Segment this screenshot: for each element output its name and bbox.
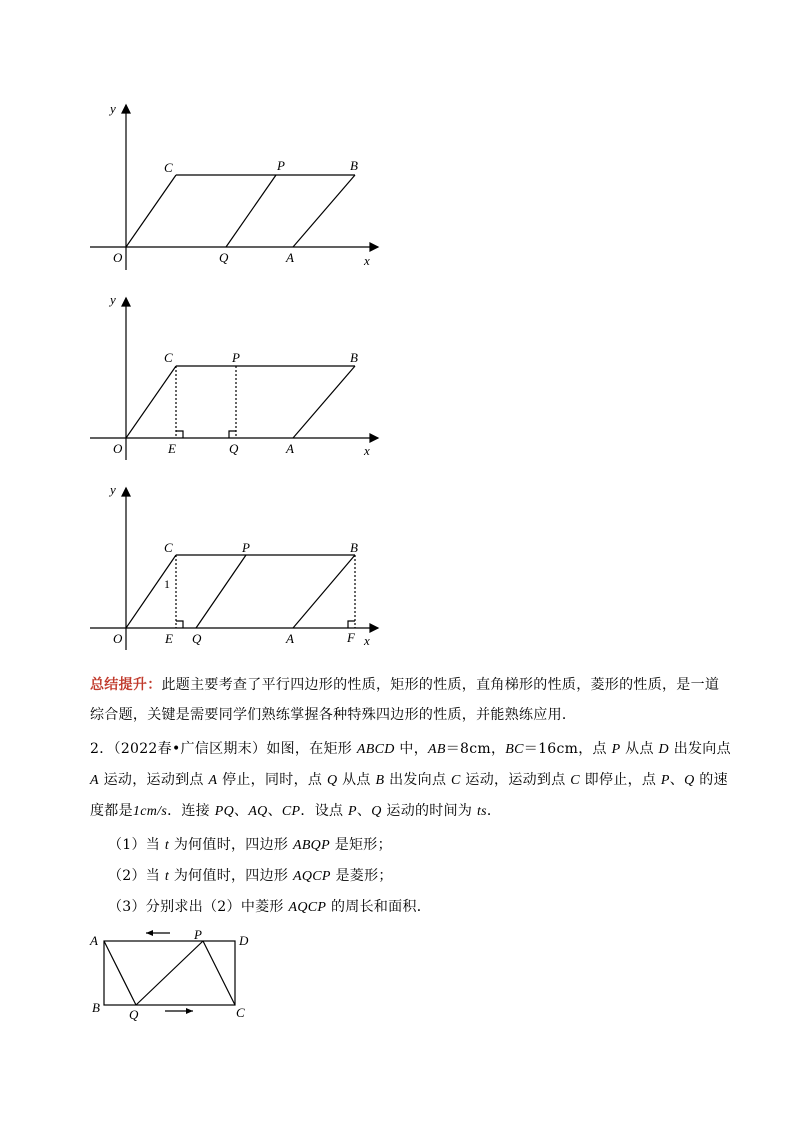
math-AQCP: AQCP bbox=[292, 869, 331, 884]
math-AQ: AQ bbox=[248, 804, 268, 819]
label-C: C bbox=[164, 540, 173, 555]
label-O: O bbox=[113, 250, 123, 265]
math-t: t bbox=[164, 838, 170, 853]
text: 为何值时，四边形 bbox=[169, 837, 293, 853]
label-x: x bbox=[364, 443, 370, 458]
segment-PQ bbox=[196, 555, 246, 628]
bc-value: ＝16cm bbox=[523, 741, 579, 757]
segment-QP bbox=[136, 941, 203, 1005]
figure-rectangle bbox=[0, 925, 300, 1025]
text: 从点 bbox=[620, 741, 659, 757]
sub-question-1 bbox=[108, 830, 392, 861]
sub-question-3 bbox=[108, 892, 431, 923]
math-Q: Q bbox=[371, 804, 382, 819]
text: 从点 bbox=[337, 772, 376, 788]
math-Q: Q bbox=[684, 773, 695, 788]
problem-2-stem bbox=[90, 734, 740, 827]
text: ．设点 bbox=[300, 803, 349, 819]
label-Q: Q bbox=[192, 631, 202, 646]
math-CP: CP bbox=[281, 804, 301, 819]
label-y: y bbox=[110, 482, 116, 497]
label-y: y bbox=[110, 292, 116, 307]
math-PQ: PQ bbox=[214, 804, 234, 819]
arrow-right-icon bbox=[186, 1008, 193, 1014]
text: 、 bbox=[669, 772, 685, 788]
label-O: O bbox=[113, 631, 123, 646]
label-A: A bbox=[286, 631, 294, 646]
label-A: A bbox=[286, 250, 294, 265]
text: （1）当 bbox=[108, 837, 165, 853]
text: 、 bbox=[267, 803, 282, 819]
ab-value: ＝8cm bbox=[445, 741, 491, 757]
segment-BA bbox=[293, 366, 355, 438]
math-Q: Q bbox=[326, 773, 338, 788]
math-A: A bbox=[208, 773, 218, 788]
x-axis-arrow bbox=[370, 434, 378, 442]
figure-parallelogram-2 bbox=[0, 288, 420, 468]
segment-OC bbox=[126, 175, 176, 247]
label-B: B bbox=[350, 158, 358, 173]
label-P: P bbox=[277, 158, 285, 173]
figure-4-svg bbox=[0, 925, 300, 1025]
text: 运动， bbox=[98, 772, 147, 788]
y-axis-arrow bbox=[122, 488, 130, 496]
label-Q: Q bbox=[219, 250, 229, 265]
label-A: A bbox=[286, 441, 294, 456]
segment-AQ bbox=[104, 941, 136, 1005]
label-F: F bbox=[347, 630, 355, 645]
math-C: C bbox=[570, 773, 580, 788]
x-axis-arrow bbox=[370, 243, 378, 251]
text: 出发向点 bbox=[384, 772, 452, 788]
label-A: A bbox=[90, 933, 98, 948]
figure-1-svg bbox=[0, 95, 420, 275]
label-E: E bbox=[165, 631, 173, 646]
text: 、 bbox=[356, 803, 372, 819]
math-ABQP: ABQP bbox=[292, 838, 330, 853]
text: 出发向点 bbox=[668, 741, 731, 757]
text: 运动，运动到点 bbox=[460, 772, 571, 788]
figure-2-svg bbox=[0, 288, 420, 468]
text: 是矩形； bbox=[329, 837, 392, 853]
text: （3）分别求出（2）中菱形 bbox=[108, 899, 289, 915]
math-AQCP: AQCP bbox=[288, 900, 327, 915]
text: ．连接 bbox=[167, 803, 215, 819]
label-P: P bbox=[194, 927, 202, 942]
text: 如图，在矩形 bbox=[266, 741, 357, 757]
text: ，点 bbox=[578, 741, 612, 757]
math-P: P bbox=[348, 804, 357, 819]
math-BC: BC bbox=[505, 742, 524, 757]
label-B: B bbox=[92, 1000, 100, 1015]
y-axis-arrow bbox=[122, 298, 130, 306]
label-C: C bbox=[164, 160, 173, 175]
math-C: C bbox=[451, 773, 461, 788]
text: ． bbox=[486, 803, 502, 819]
figure-parallelogram-1 bbox=[0, 95, 420, 275]
math-ABCD: ABCD bbox=[356, 742, 395, 757]
label-D: D bbox=[239, 933, 249, 948]
math-P: P bbox=[660, 773, 670, 788]
label-B: B bbox=[350, 350, 358, 365]
segment-PQ bbox=[226, 175, 276, 247]
segment-OC bbox=[126, 366, 176, 438]
text: 为何值时，四边形 bbox=[169, 868, 293, 884]
label-angle-1: 1 bbox=[164, 577, 170, 591]
label-C: C bbox=[164, 350, 173, 365]
label-P: P bbox=[242, 540, 250, 555]
math-ts: ts bbox=[476, 804, 487, 819]
right-angle-Q bbox=[229, 431, 236, 438]
right-angle-F bbox=[348, 621, 355, 628]
text: 停止，同时，点 bbox=[217, 772, 327, 788]
text: 运动到点 bbox=[146, 772, 209, 788]
label-O: O bbox=[113, 441, 123, 456]
label-y: y bbox=[110, 101, 116, 116]
text: ， bbox=[490, 741, 506, 757]
math-A: A bbox=[90, 773, 99, 788]
label-x: x bbox=[364, 253, 370, 268]
speed-value: 1cm/s bbox=[132, 804, 168, 819]
segment-BA bbox=[293, 175, 355, 247]
label-E: E bbox=[168, 441, 176, 456]
text: （2）当 bbox=[108, 868, 165, 884]
text: 的周长和面积． bbox=[326, 899, 432, 915]
arrow-left-icon bbox=[146, 930, 153, 936]
text: 中， bbox=[394, 741, 428, 757]
right-angle-E bbox=[176, 621, 183, 628]
math-B: B bbox=[375, 773, 385, 788]
label-P: P bbox=[232, 350, 240, 365]
label-Q: Q bbox=[129, 1007, 139, 1022]
x-axis-arrow bbox=[370, 624, 378, 632]
label-x: x bbox=[364, 633, 370, 648]
math-P: P bbox=[611, 742, 621, 757]
label-C: C bbox=[236, 1005, 245, 1020]
y-axis-arrow bbox=[122, 105, 130, 113]
math-D: D bbox=[658, 742, 669, 757]
text: 是菱形； bbox=[330, 868, 393, 884]
text: 的速度都是 bbox=[90, 772, 728, 819]
summary-title: 总结提升： bbox=[90, 677, 162, 693]
sub-question-2 bbox=[108, 861, 393, 892]
figure-parallelogram-3 bbox=[0, 478, 420, 658]
figure-3-svg bbox=[0, 478, 420, 658]
label-Q: Q bbox=[229, 441, 239, 456]
problem-number: 2． bbox=[90, 741, 114, 757]
text: 、 bbox=[234, 803, 249, 819]
segment-BA bbox=[293, 555, 355, 628]
segment-PC bbox=[203, 941, 235, 1005]
label-B: B bbox=[350, 540, 358, 555]
segment-OC bbox=[126, 555, 176, 628]
summary-body: 此题主要考查了平行四边形的性质，矩形的性质，直角梯形的性质，菱形的性质，是一道综合题，关键是需要同学们熟练掌握各种特殊四边形的性质，并能熟练应用． bbox=[90, 677, 720, 723]
text: 运动的时间为 bbox=[381, 803, 477, 819]
problem-source: （2022春•广信区期末） bbox=[113, 741, 267, 757]
summary-paragraph bbox=[90, 670, 730, 730]
text: 即停止，点 bbox=[579, 772, 661, 788]
math-AB: AB bbox=[428, 742, 446, 757]
math-t: t bbox=[164, 869, 170, 884]
right-angle-E bbox=[176, 431, 183, 438]
